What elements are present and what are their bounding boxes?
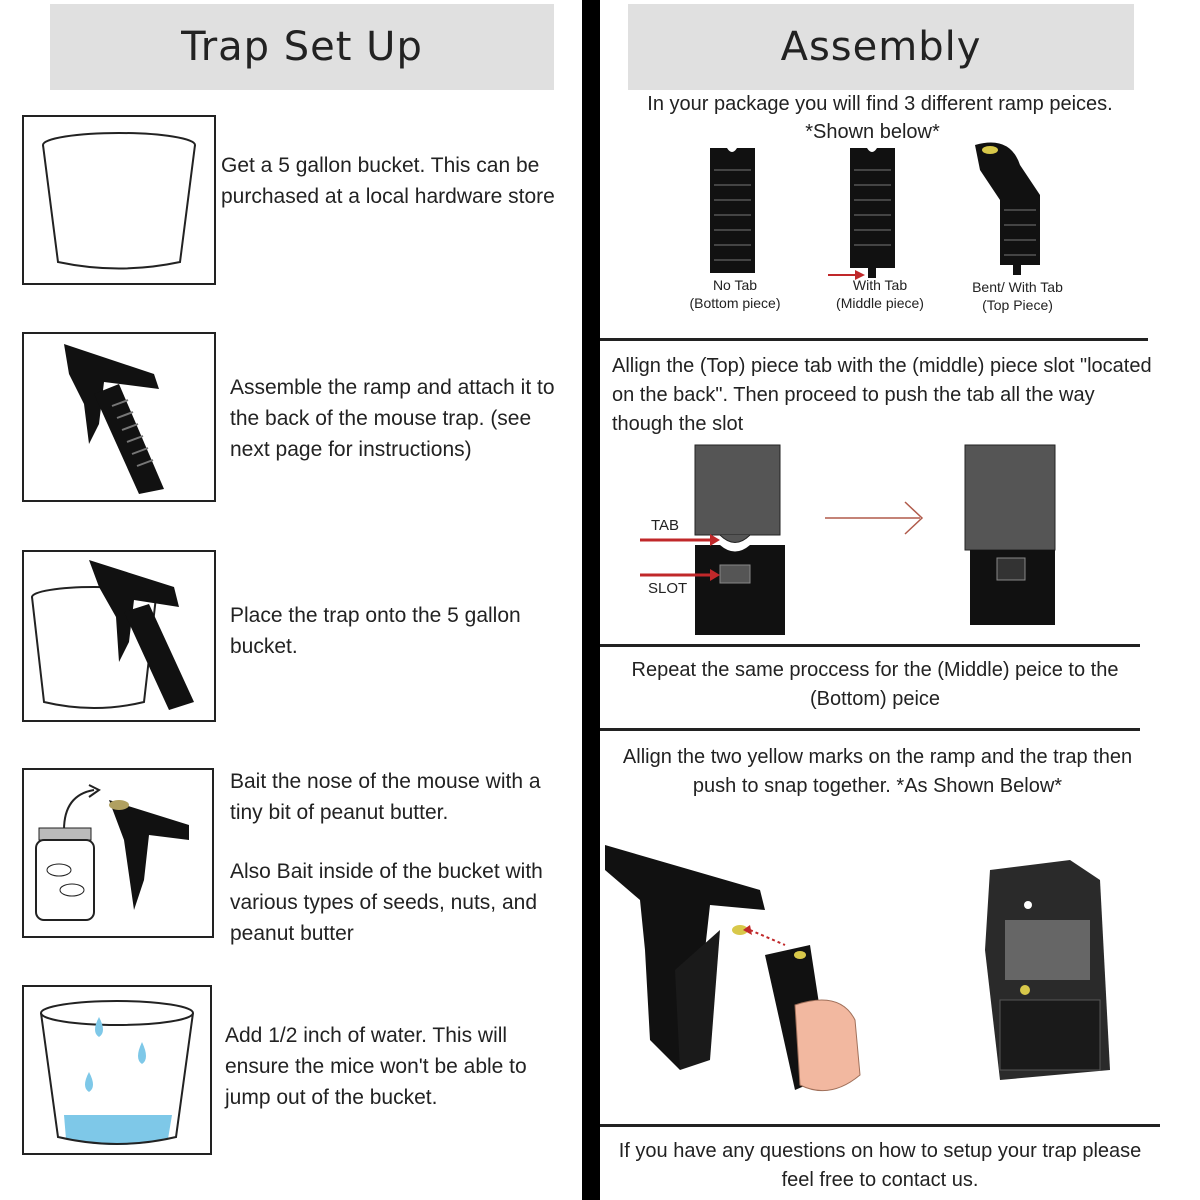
step-1-image	[22, 115, 216, 285]
piece-name-bottom: No Tab	[712, 277, 758, 293]
step-4-text: Bait the nose of the mouse with a tiny bit of peanut butter.	[230, 770, 541, 824]
repeat-instructions: Repeat the same proccess for the (Middle) peice to the (Bottom) peice	[631, 659, 1119, 710]
piece-sub-top: (Top Piece)	[982, 297, 1053, 313]
step-3-image	[22, 550, 216, 722]
peanut-butter-jar-icon	[24, 770, 212, 936]
assembly-intro-sub: *Shown below*	[805, 121, 940, 143]
bucket-icon	[24, 117, 214, 283]
trap-ramp-icon	[24, 334, 214, 500]
trap-setup-header	[50, 4, 554, 90]
step-5-image	[22, 985, 212, 1155]
piece-name-middle: With Tab	[852, 277, 908, 293]
piece-label-top	[945, 278, 1090, 314]
section-divider-3	[600, 728, 1140, 731]
piece-label-bottom	[670, 276, 800, 312]
step-4-image	[22, 768, 214, 938]
step-2-text: Assemble the ramp and attach it to the back of the mouse trap. (see next page for instructions)	[230, 376, 555, 461]
snap-together-illustration	[600, 830, 1160, 1120]
assembly-header	[628, 4, 1134, 90]
align-instructions: Allign the (Top) piece tab with the (middle) piece slot "located on the back". Then proceed to push the tab all the way though the slot	[612, 355, 1152, 435]
slot-label: SLOT	[648, 580, 688, 597]
water-bucket-icon	[24, 987, 210, 1153]
middle-piece-icon	[850, 148, 895, 278]
piece-label-middle	[815, 276, 945, 312]
ramp-pieces-illustration	[700, 140, 1100, 285]
bucket-trap-icon	[24, 552, 214, 720]
step-3-text: Place the trap onto the 5 gallon bucket.	[230, 604, 521, 658]
section-divider-2	[600, 644, 1140, 647]
yellow-mark-instructions: Allign the two yellow marks on the ramp and the trap then push to snap together. *As Shown Below*	[622, 746, 1133, 797]
piece-name-top: Bent/ With Tab	[972, 279, 1063, 295]
column-divider	[582, 0, 600, 1200]
assembly-title: Assembly	[780, 24, 982, 70]
step-2-image	[22, 332, 216, 502]
trap-setup-title: Trap Set Up	[181, 24, 423, 70]
tab-slot-illustration	[600, 440, 1140, 640]
piece-sub-middle: (Middle piece)	[836, 295, 924, 311]
step-1-text: Get a 5 gallon bucket. This can be purchased at a local hardware store	[221, 154, 555, 208]
bottom-piece-icon	[710, 148, 755, 273]
tab-label: TAB	[651, 517, 680, 534]
contact-text: If you have any questions on how to setup your trap please feel free to contact us.	[618, 1140, 1142, 1191]
piece-sub-bottom: (Bottom piece)	[689, 295, 781, 311]
assembly-intro: In your package you will find 3 different ramp peices.	[647, 93, 1113, 115]
step-4-text-2: Also Bait inside of the bucket with various types of seeds, nuts, and peanut butter	[230, 860, 543, 945]
step-5-text: Add 1/2 inch of water. This will ensure the mice won't be able to jump out of the bucket.	[225, 1024, 527, 1109]
section-divider-4	[600, 1124, 1160, 1127]
section-divider-1	[600, 338, 1148, 341]
